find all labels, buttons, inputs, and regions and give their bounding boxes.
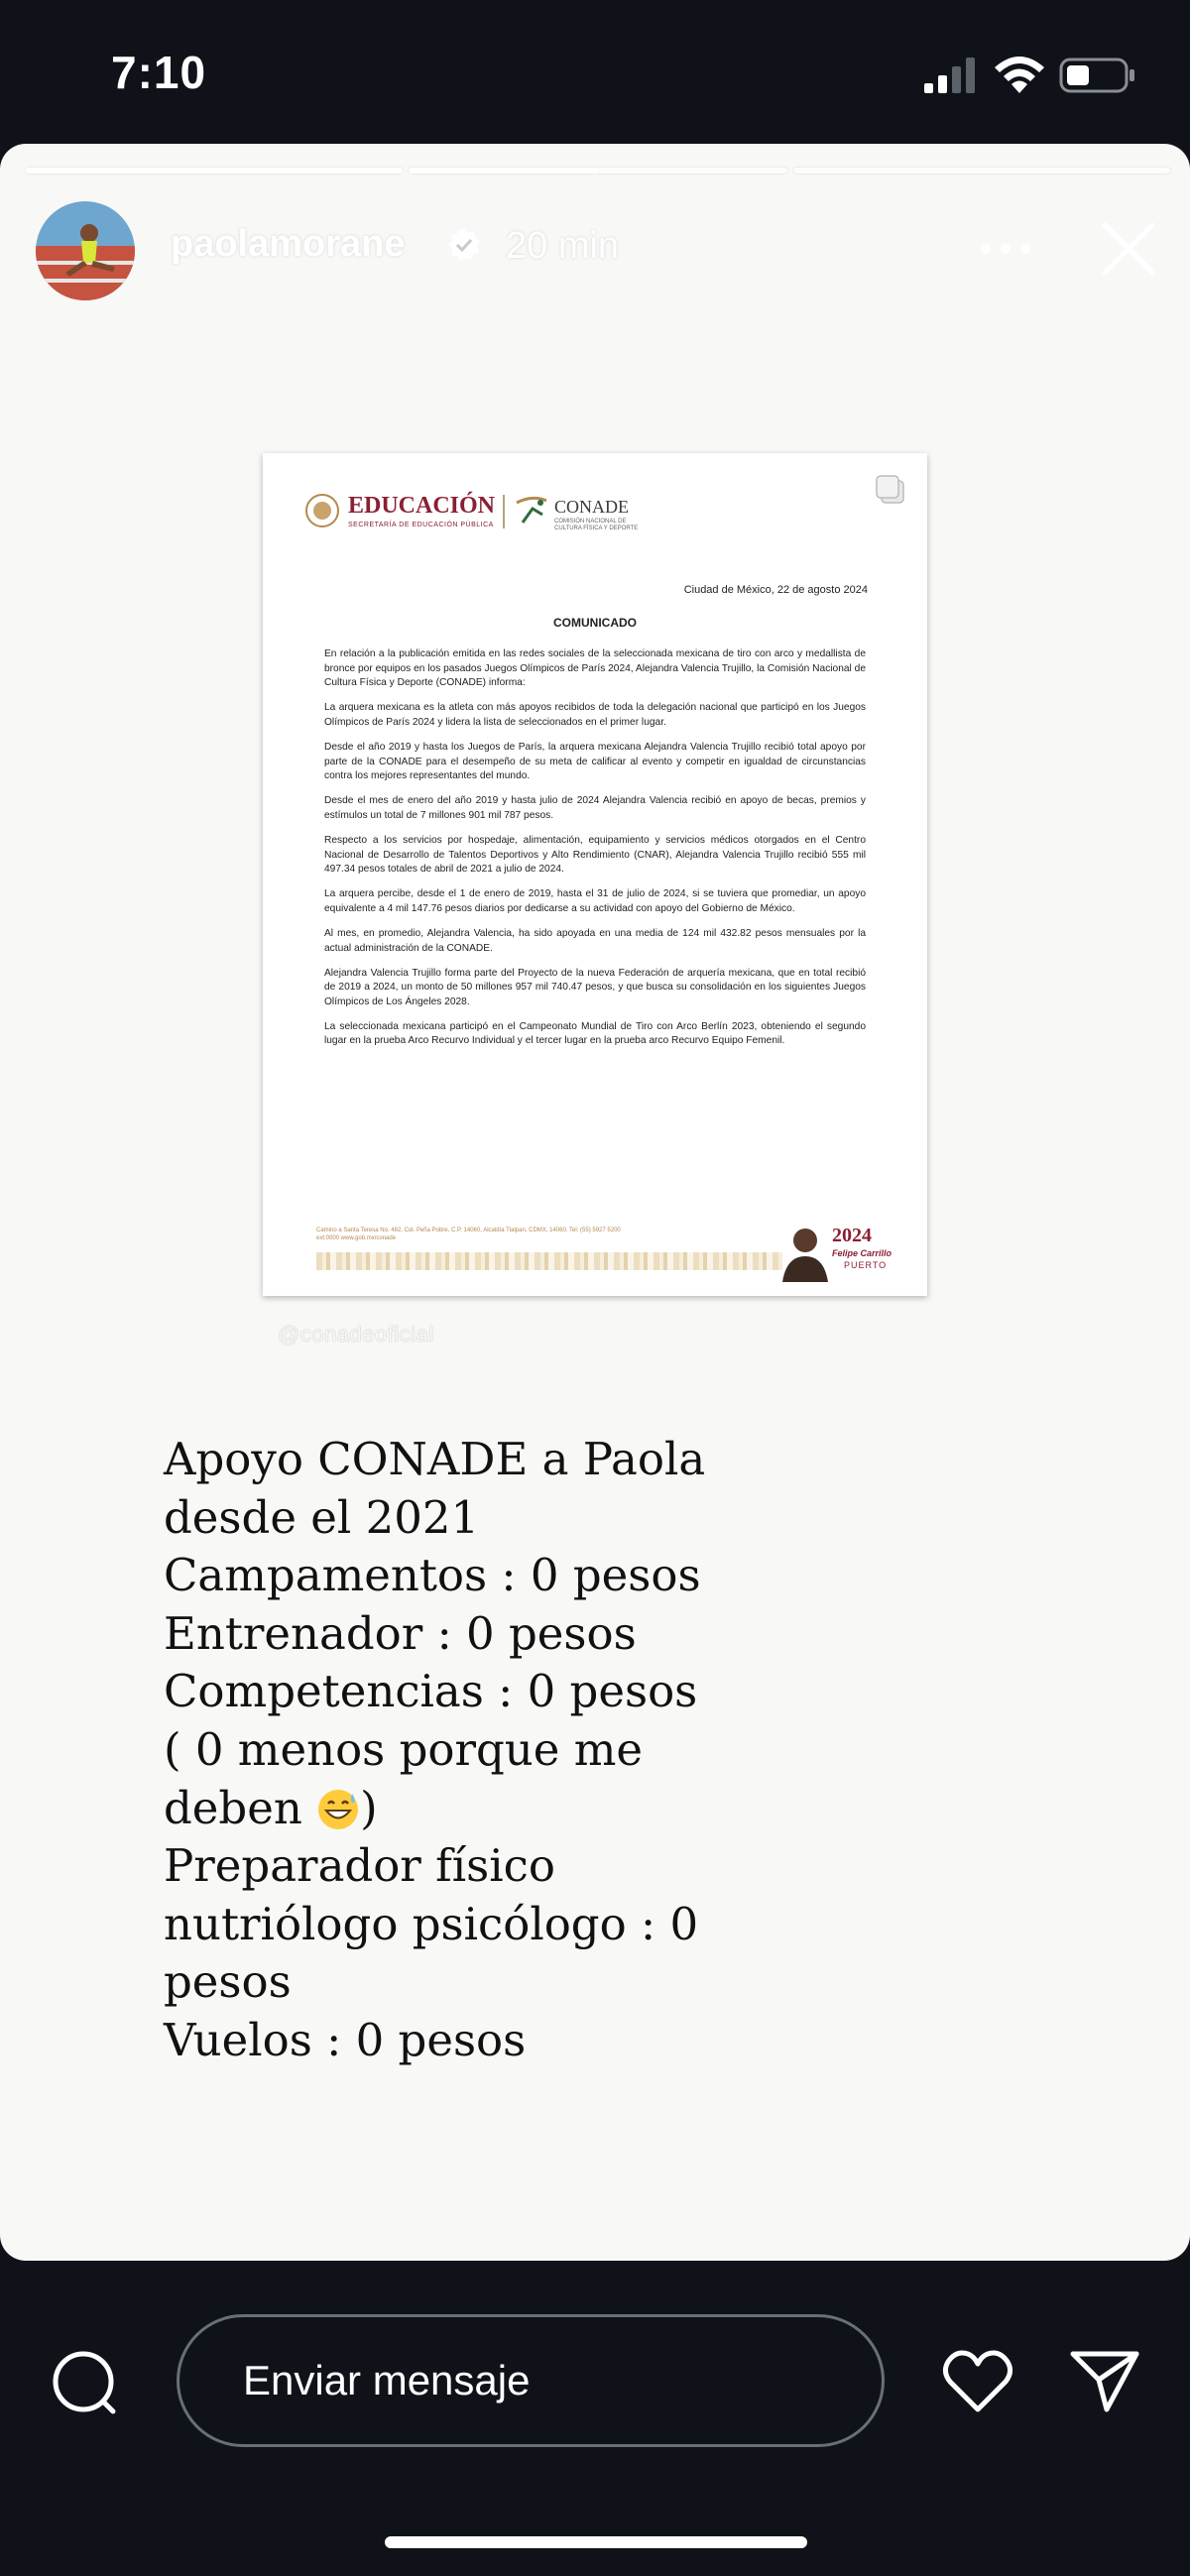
document-paragraph: La arquera percibe, desde el 1 de enero de 2019, hasta el 31 de julio de 2024, si se tuviera que promediar, un apoyo equivalente a 4 mil 147.76 pesos diarios por dedicarse a su actividad con apoyo del Gobierno de México. xyxy=(324,888,866,914)
story-progress-segment xyxy=(26,168,403,174)
caption-line: Competencias : 0 pesos xyxy=(164,1665,698,1718)
verified-badge-icon xyxy=(446,227,482,263)
education-logo-subtext: SECRETARÍA DE EDUCACIÓN PÚBLICA xyxy=(348,522,494,528)
education-logo-text: EDUCACIÓN xyxy=(348,493,496,519)
wifi-icon xyxy=(992,52,1047,97)
close-icon[interactable] xyxy=(1099,219,1158,279)
document-footer-address: Camino a Santa Teresa No. 482, Col. Peña Pobre, C.P. 14060, Alcaldía Tlalpan, CDMX, 14060. Tel: (55) 5927 5200 ext:0000 www.gob.mx/conade xyxy=(316,1228,621,1241)
document-paragraph: Respecto a los servicios por hospedaje, alimentación, equipamiento y servicios médicos otorgados en el Centro Nacional de Desarrollo de Talentos Deportivos y Alto Rendimiento (CNAR), Alejandra Valencia Trujillo recibió 555 mil 497.34 pesos totales de abril de 2021 a julio de 2024. xyxy=(324,834,866,876)
caption-line: pesos xyxy=(164,1955,292,2009)
document-paragraph: En relación a la publicación emitida en las redes sociales de la seleccionada mexicana de tiro con arco y medallista de bronce por equipos en los pasados Juegos Olímpicos de París 2024, Alejandra Valencia Trujillo, la Comisión Nacional de Cultura Física y Deporte (CONADE) informa: xyxy=(324,648,866,689)
story-timestamp: 20 min xyxy=(506,225,620,267)
document-footer-pattern xyxy=(316,1252,782,1270)
caption-line xyxy=(164,1780,957,1838)
camera-icon[interactable] xyxy=(50,2348,119,2417)
watermark-mention[interactable]: @conadeoficial xyxy=(278,1322,434,1347)
document-title: COMUNICADO xyxy=(553,616,637,630)
document-paragraph: La seleccionada mexicana participó en el Campeonato Mundial de Tiro con Arco Berlín 2023, obteniendo el segundo lugar en la prueba Arco Recurvo Individual y el tercer lugar en la prueba arco Recurvo Equipo Femenil. xyxy=(324,1020,866,1047)
battery-icon xyxy=(1059,58,1136,93)
story-caption xyxy=(164,1431,957,2070)
document-footer-year: 2024 xyxy=(832,1225,872,1246)
cellular-signal-icon xyxy=(922,56,982,95)
caption-line: Vuelos : 0 pesos xyxy=(164,2013,527,2066)
avatar[interactable] xyxy=(36,201,135,300)
message-input[interactable] xyxy=(177,2314,885,2447)
caption-text: deben xyxy=(164,1781,302,1834)
home-indicator[interactable] xyxy=(385,2536,807,2548)
status-bar xyxy=(0,0,1190,149)
copy-icon xyxy=(874,473,907,507)
caption-line: nutriólogo psicólogo : 0 xyxy=(164,1897,699,1950)
document-image xyxy=(263,453,927,1296)
status-time: 7:10 xyxy=(111,47,207,98)
caption-line: Preparador físico xyxy=(164,1839,555,1893)
document-date: Ciudad de México, 22 de agosto 2024 xyxy=(683,584,868,596)
document-paragraph: Desde el mes de enero del año 2019 y hasta julio de 2024 Alejandra Valencia recibió en apoyo de becas, premios y estímulos un total de 7 millones 901 mil 787 pesos. xyxy=(324,795,866,821)
story-view[interactable] xyxy=(0,144,1190,2261)
caption-line: desde el 2021 xyxy=(164,1490,480,1544)
document-body xyxy=(324,647,866,1060)
document-paragraph: Desde el año 2019 y hasta los Juegos de París, la arquera mexicana Alejandra Valencia Trujillo recibió total apoyo por parte de la CONADE para el desempeño de su meta de calificar al evento y competir en igualdad de circunstancias contra los mejores representantes del mundo. xyxy=(324,741,866,782)
caption-line: Entrenador : 0 pesos xyxy=(164,1606,637,1660)
portrait-illustration xyxy=(776,1221,834,1282)
document-footer-place: PUERTO xyxy=(844,1260,888,1270)
caption-line: Apoyo CONADE a Paola xyxy=(164,1433,706,1485)
document-footer-name: Felipe Carrillo xyxy=(832,1248,892,1258)
caption-text: ) xyxy=(360,1781,378,1834)
document-paragraph: La arquera mexicana es la atleta con más apoyos recibidos de toda la delegación nacional que participó en los Juegos Olímpicos de París 2024 y lidera la lista de seleccionados en el primer lugar. xyxy=(324,702,866,728)
conade-logo-icon xyxy=(513,493,552,528)
heart-icon[interactable] xyxy=(940,2346,1015,2415)
document-paragraph: Alejandra Valencia Trujillo forma parte del Proyecto de la nueva Federación de arquería mexicana, que en total recibió de 2019 a 2024, un monto de 50 millones 957 mil 740.47 pesos, y que busca su consolidación en los siguientes Juegos Olímpicos de Los Ángeles 2028. xyxy=(324,967,866,1007)
story-username[interactable]: paolamorane xyxy=(171,223,406,265)
grinning-sweat-emoji xyxy=(316,1788,360,1831)
more-options-icon[interactable] xyxy=(978,241,1033,257)
logo-divider xyxy=(503,495,505,528)
conade-logo-subtext: COMISIÓN NACIONAL DE CULTURA FÍSICA Y DEPORTE xyxy=(554,519,639,531)
mexico-seal-icon xyxy=(304,493,340,528)
conade-logo-text: CONADE xyxy=(554,497,629,517)
story-progress-segment xyxy=(409,168,787,174)
document-paragraph: Al mes, en promedio, Alejandra Valencia, ha sido apoyada en una media de 124 mil 432.82 pesos mensuales por la actual administración de la CONADE. xyxy=(324,927,866,954)
send-icon[interactable] xyxy=(1069,2346,1140,2415)
story-progress-segment xyxy=(793,168,1170,174)
caption-line: Campamentos : 0 pesos xyxy=(164,1549,701,1602)
caption-line: ( 0 menos porque me xyxy=(164,1722,644,1776)
